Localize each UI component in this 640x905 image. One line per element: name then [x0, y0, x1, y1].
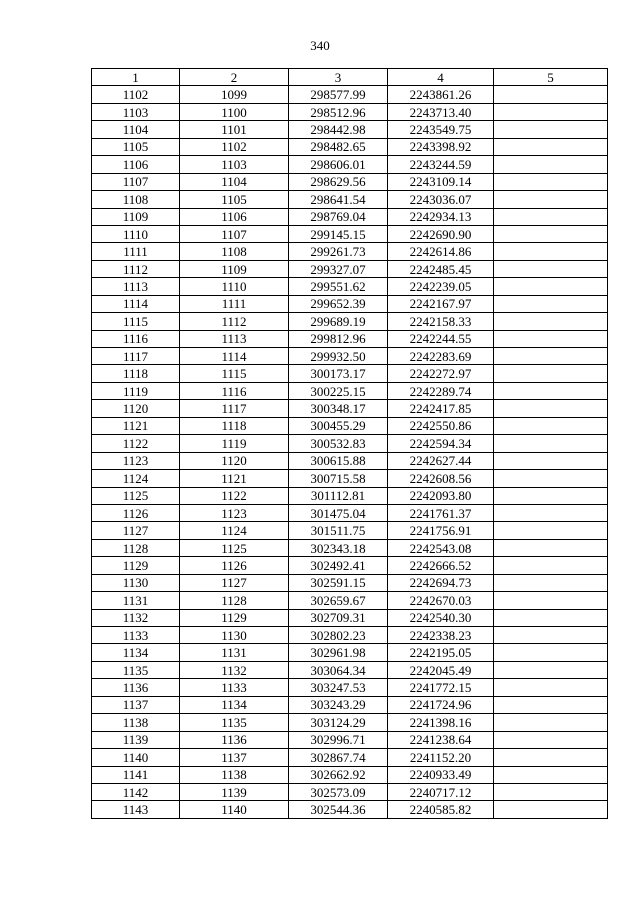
table-cell: 2242272.97 — [388, 365, 494, 382]
table-cell: 301511.75 — [289, 522, 388, 539]
table-cell: 2242670.03 — [388, 592, 494, 609]
table-cell — [494, 348, 608, 365]
table-cell — [494, 557, 608, 574]
table-row — [92, 592, 608, 609]
table-row — [92, 504, 608, 521]
table-cell: 1131 — [92, 592, 180, 609]
table-cell — [494, 592, 608, 609]
table-cell: 302544.36 — [289, 801, 388, 818]
table-cell — [494, 417, 608, 434]
table-cell: 1116 — [180, 382, 289, 399]
table-cell: 1122 — [180, 487, 289, 504]
table-cell: 2243036.07 — [388, 191, 494, 208]
table-row — [92, 400, 608, 417]
table-cell: 1106 — [92, 156, 180, 173]
table-cell: 303247.53 — [289, 679, 388, 696]
table-cell: 2242417.85 — [388, 400, 494, 417]
table-cell: 300455.29 — [289, 417, 388, 434]
table-cell: 1124 — [180, 522, 289, 539]
table-cell: 1108 — [180, 243, 289, 260]
table-cell: 298606.01 — [289, 156, 388, 173]
table-cell: 1112 — [92, 260, 180, 277]
table-row — [92, 225, 608, 242]
table-cell: 1115 — [180, 365, 289, 382]
table-cell: 1107 — [92, 173, 180, 190]
table-cell — [494, 138, 608, 155]
table-cell: 1130 — [92, 574, 180, 591]
table-cell: 1137 — [92, 696, 180, 713]
table-row — [92, 644, 608, 661]
table-cell: 1130 — [180, 627, 289, 644]
table-cell: 300615.88 — [289, 452, 388, 469]
table-cell: 298577.99 — [289, 86, 388, 103]
table-cell: 300715.58 — [289, 470, 388, 487]
table-cell — [494, 330, 608, 347]
table-cell: 1102 — [92, 86, 180, 103]
table-cell: 303064.34 — [289, 661, 388, 678]
table-cell: 2242666.52 — [388, 557, 494, 574]
page-number: 340 — [310, 38, 330, 53]
table-cell — [494, 539, 608, 556]
header-row — [92, 69, 608, 86]
table-cell — [494, 661, 608, 678]
table-row — [92, 103, 608, 120]
table-cell: 1135 — [180, 714, 289, 731]
table-row — [92, 557, 608, 574]
table-cell: 2243244.59 — [388, 156, 494, 173]
table-cell: 1112 — [180, 313, 289, 330]
table-cell — [494, 801, 608, 818]
table-cell: 303243.29 — [289, 696, 388, 713]
table-cell: 2241772.15 — [388, 679, 494, 696]
table-cell — [494, 278, 608, 295]
table-cell — [494, 644, 608, 661]
table-cell: 2242694.73 — [388, 574, 494, 591]
table-cell: 1113 — [180, 330, 289, 347]
table-body — [92, 86, 608, 818]
table-cell: 1128 — [92, 539, 180, 556]
table-cell: 1111 — [180, 295, 289, 312]
table-cell: 1127 — [92, 522, 180, 539]
table-cell: 302573.09 — [289, 783, 388, 800]
table-cell: 1121 — [180, 470, 289, 487]
table-cell: 2243109.14 — [388, 173, 494, 190]
table-cell: 2242239.05 — [388, 278, 494, 295]
table-row — [92, 348, 608, 365]
table-cell: 1123 — [92, 452, 180, 469]
table-cell: 1142 — [92, 783, 180, 800]
table-row — [92, 243, 608, 260]
table-cell: 1143 — [92, 801, 180, 818]
table-cell: 300348.17 — [289, 400, 388, 417]
table-cell: 1104 — [180, 173, 289, 190]
table-cell: 1132 — [180, 661, 289, 678]
table-cell: 1113 — [92, 278, 180, 295]
table-cell: 302709.31 — [289, 609, 388, 626]
table-row — [92, 574, 608, 591]
table-cell — [494, 365, 608, 382]
table-cell: 298442.98 — [289, 121, 388, 138]
table-cell: 1133 — [92, 627, 180, 644]
table-cell — [494, 470, 608, 487]
table-cell: 2243549.75 — [388, 121, 494, 138]
table-cell: 2242485.45 — [388, 260, 494, 277]
table-cell: 1140 — [180, 801, 289, 818]
table-cell: 2242934.13 — [388, 208, 494, 225]
table-cell: 1129 — [92, 557, 180, 574]
table-cell — [494, 121, 608, 138]
table-cell — [494, 400, 608, 417]
table-row — [92, 452, 608, 469]
table-cell: 2241238.64 — [388, 731, 494, 748]
table-cell: 1137 — [180, 749, 289, 766]
table-cell: 2241761.37 — [388, 504, 494, 521]
table-cell: 302659.67 — [289, 592, 388, 609]
table-cell: 1116 — [92, 330, 180, 347]
table-cell: 302996.71 — [289, 731, 388, 748]
table-cell: 302492.41 — [289, 557, 388, 574]
table-cell: 1123 — [180, 504, 289, 521]
table-row — [92, 766, 608, 783]
table-cell: 2242594.34 — [388, 435, 494, 452]
table-cell — [494, 522, 608, 539]
table-cell — [494, 191, 608, 208]
table-cell: 298512.96 — [289, 103, 388, 120]
table-cell: 1115 — [92, 313, 180, 330]
table-row — [92, 801, 608, 818]
table-cell: 2242690.90 — [388, 225, 494, 242]
table-cell — [494, 156, 608, 173]
table-cell: 1118 — [92, 365, 180, 382]
table-cell: 1099 — [180, 86, 289, 103]
table-cell: 298629.56 — [289, 173, 388, 190]
table-row — [92, 539, 608, 556]
table-cell: 1102 — [180, 138, 289, 155]
table-cell — [494, 714, 608, 731]
table-cell: 1104 — [92, 121, 180, 138]
coordinates-table — [91, 68, 608, 819]
table-cell: 1128 — [180, 592, 289, 609]
table-cell — [494, 574, 608, 591]
table-row — [92, 696, 608, 713]
table-cell: 1121 — [92, 417, 180, 434]
table-cell: 1133 — [180, 679, 289, 696]
column-header: 4 — [388, 69, 494, 86]
table-cell: 1100 — [180, 103, 289, 120]
table-row — [92, 749, 608, 766]
column-header: 5 — [494, 69, 608, 86]
table-row — [92, 173, 608, 190]
table-cell: 300173.17 — [289, 365, 388, 382]
table-cell: 2242283.69 — [388, 348, 494, 365]
table-cell: 302662.92 — [289, 766, 388, 783]
table-cell: 1132 — [92, 609, 180, 626]
table-cell: 2241756.91 — [388, 522, 494, 539]
table-cell: 301112.81 — [289, 487, 388, 504]
table-cell: 298769.04 — [289, 208, 388, 225]
table-row — [92, 86, 608, 103]
table-row — [92, 470, 608, 487]
table-cell: 299145.15 — [289, 225, 388, 242]
table-cell: 1106 — [180, 208, 289, 225]
table-cell: 1124 — [92, 470, 180, 487]
table-cell: 1120 — [92, 400, 180, 417]
table-cell: 2242158.33 — [388, 313, 494, 330]
table-cell: 2242244.55 — [388, 330, 494, 347]
table-cell — [494, 382, 608, 399]
table-cell: 1134 — [180, 696, 289, 713]
table-cell: 1134 — [92, 644, 180, 661]
table-cell: 2242093.80 — [388, 487, 494, 504]
table-cell: 1120 — [180, 452, 289, 469]
table-row — [92, 609, 608, 626]
table-cell: 1118 — [180, 417, 289, 434]
table-cell: 1138 — [92, 714, 180, 731]
table-cell: 2242045.49 — [388, 661, 494, 678]
table-cell — [494, 487, 608, 504]
table-cell: 298641.54 — [289, 191, 388, 208]
table-row — [92, 313, 608, 330]
table-cell: 1109 — [180, 260, 289, 277]
table-row — [92, 731, 608, 748]
table-cell: 1117 — [92, 348, 180, 365]
table-cell: 2242167.97 — [388, 295, 494, 312]
table-cell: 1138 — [180, 766, 289, 783]
table-cell: 2242550.86 — [388, 417, 494, 434]
table-cell: 1107 — [180, 225, 289, 242]
table-cell: 299812.96 — [289, 330, 388, 347]
table-row — [92, 783, 608, 800]
table-row — [92, 382, 608, 399]
table-cell: 300532.83 — [289, 435, 388, 452]
table-cell: 1126 — [180, 557, 289, 574]
table-row — [92, 260, 608, 277]
table-cell: 1122 — [92, 435, 180, 452]
table-cell: 1129 — [180, 609, 289, 626]
table-cell: 302802.23 — [289, 627, 388, 644]
table-cell: 1101 — [180, 121, 289, 138]
table-cell — [494, 295, 608, 312]
table-row — [92, 714, 608, 731]
table-row — [92, 138, 608, 155]
table-cell: 2240585.82 — [388, 801, 494, 818]
table-row — [92, 156, 608, 173]
table-cell: 2240933.49 — [388, 766, 494, 783]
table-cell: 2242614.86 — [388, 243, 494, 260]
table-cell: 1140 — [92, 749, 180, 766]
table-row — [92, 208, 608, 225]
table-cell: 2243861.26 — [388, 86, 494, 103]
table-cell: 303124.29 — [289, 714, 388, 731]
table-cell: 1114 — [180, 348, 289, 365]
table-row — [92, 679, 608, 696]
table-row — [92, 278, 608, 295]
table-cell — [494, 435, 608, 452]
table-cell: 302343.18 — [289, 539, 388, 556]
table-cell: 301475.04 — [289, 504, 388, 521]
table-cell: 300225.15 — [289, 382, 388, 399]
table-cell: 1135 — [92, 661, 180, 678]
table-cell — [494, 783, 608, 800]
table-cell: 1119 — [92, 382, 180, 399]
table-cell — [494, 313, 608, 330]
table-cell — [494, 504, 608, 521]
table-cell — [494, 452, 608, 469]
table-row — [92, 661, 608, 678]
table-cell — [494, 609, 608, 626]
table-row — [92, 121, 608, 138]
table-cell: 302961.98 — [289, 644, 388, 661]
table-cell — [494, 679, 608, 696]
table-cell: 1108 — [92, 191, 180, 208]
table-row — [92, 522, 608, 539]
table-cell: 1126 — [92, 504, 180, 521]
table-cell: 1105 — [92, 138, 180, 155]
table-cell: 2241152.20 — [388, 749, 494, 766]
table-cell — [494, 86, 608, 103]
table-row — [92, 365, 608, 382]
table-cell: 2240717.12 — [388, 783, 494, 800]
table-cell: 2242543.08 — [388, 539, 494, 556]
table-cell: 1110 — [92, 225, 180, 242]
table-cell: 299551.62 — [289, 278, 388, 295]
table-row — [92, 191, 608, 208]
table-cell — [494, 766, 608, 783]
table-cell: 299327.07 — [289, 260, 388, 277]
table-cell: 1139 — [92, 731, 180, 748]
table-cell: 1110 — [180, 278, 289, 295]
column-header: 1 — [92, 69, 180, 86]
table-cell: 299689.19 — [289, 313, 388, 330]
table-cell — [494, 731, 608, 748]
table-cell: 2242195.05 — [388, 644, 494, 661]
table-cell: 1114 — [92, 295, 180, 312]
table-cell — [494, 749, 608, 766]
table-cell: 302867.74 — [289, 749, 388, 766]
table-cell — [494, 696, 608, 713]
table-cell: 299932.50 — [289, 348, 388, 365]
table-cell: 2242338.23 — [388, 627, 494, 644]
table-cell: 2241398.16 — [388, 714, 494, 731]
table-cell: 1103 — [180, 156, 289, 173]
table-cell: 1131 — [180, 644, 289, 661]
table-cell: 2243713.40 — [388, 103, 494, 120]
table-row — [92, 295, 608, 312]
table-cell: 2243398.92 — [388, 138, 494, 155]
table-cell: 2242540.30 — [388, 609, 494, 626]
table-cell: 1136 — [180, 731, 289, 748]
table-cell: 1105 — [180, 191, 289, 208]
table-cell — [494, 173, 608, 190]
table-cell — [494, 225, 608, 242]
column-header: 3 — [289, 69, 388, 86]
table-cell: 1117 — [180, 400, 289, 417]
table-cell: 1141 — [92, 766, 180, 783]
table-cell: 1125 — [180, 539, 289, 556]
table-cell: 2242627.44 — [388, 452, 494, 469]
table-cell — [494, 103, 608, 120]
table-cell — [494, 208, 608, 225]
table-row — [92, 487, 608, 504]
table-cell: 2241724.96 — [388, 696, 494, 713]
table-cell: 2242289.74 — [388, 382, 494, 399]
table-row — [92, 330, 608, 347]
table-cell: 1136 — [92, 679, 180, 696]
table-cell: 1125 — [92, 487, 180, 504]
table-cell: 1139 — [180, 783, 289, 800]
table-cell: 1103 — [92, 103, 180, 120]
table-cell: 1127 — [180, 574, 289, 591]
table-cell: 1119 — [180, 435, 289, 452]
column-header: 2 — [180, 69, 289, 86]
table-cell — [494, 627, 608, 644]
table-cell: 1111 — [92, 243, 180, 260]
table-cell: 1109 — [92, 208, 180, 225]
table-cell: 298482.65 — [289, 138, 388, 155]
table-row — [92, 417, 608, 434]
table-row — [92, 627, 608, 644]
table-cell: 299652.39 — [289, 295, 388, 312]
table-cell: 302591.15 — [289, 574, 388, 591]
table-cell: 2242608.56 — [388, 470, 494, 487]
table-cell — [494, 260, 608, 277]
table-cell: 299261.73 — [289, 243, 388, 260]
table-row — [92, 435, 608, 452]
table-cell — [494, 243, 608, 260]
